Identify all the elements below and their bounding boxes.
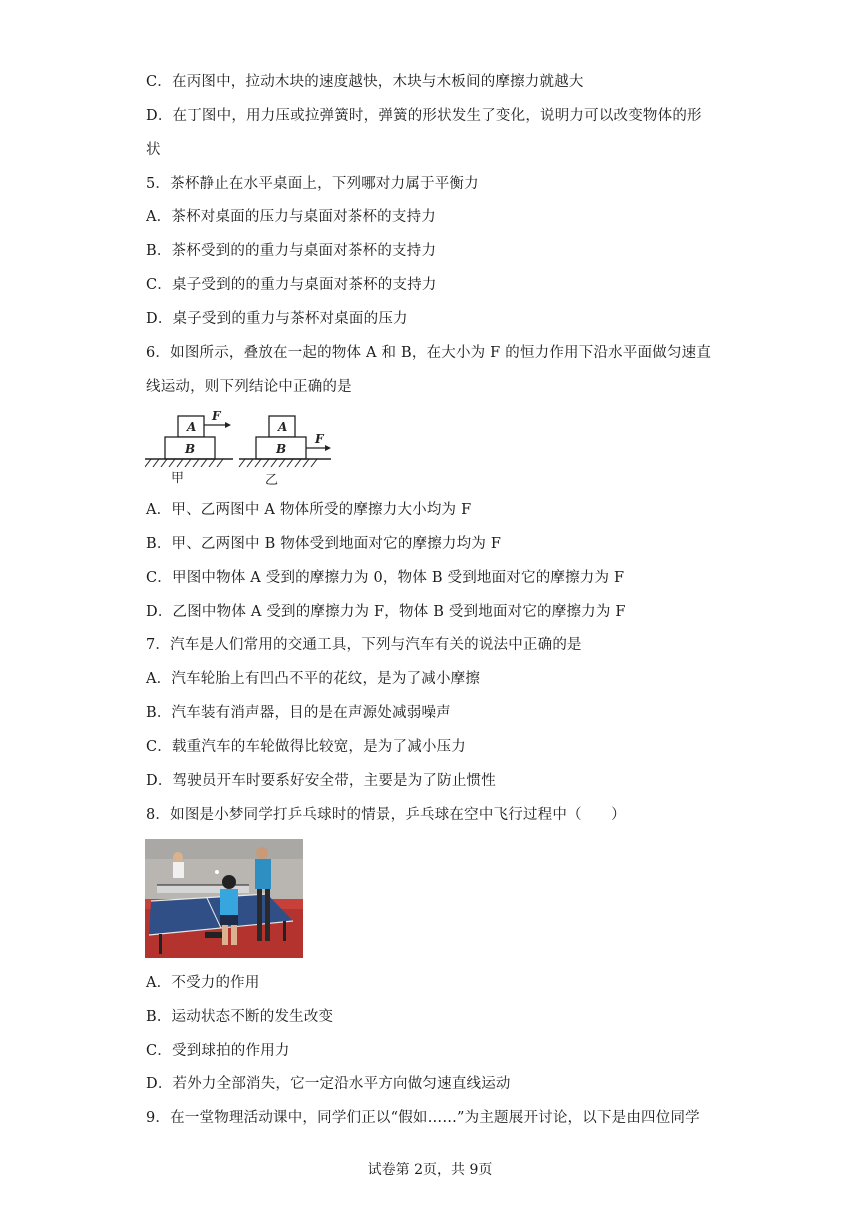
figure-6-diagram (145, 408, 345, 494)
option-5d: D．桌子受到的重力与茶杯对桌面的压力 (146, 311, 408, 327)
caption-yi: 乙 (265, 473, 279, 488)
option-6b: B．甲、乙两图中 B 物体受到地面对它的摩擦力均为 F (146, 536, 502, 552)
question-6-line1: 6．如图所示，叠放在一起的物体 A 和 B，在大小为 F 的恒力作用下沿水平面做匀速直 (146, 345, 712, 361)
caption-jia: 甲 (171, 471, 185, 486)
option-5a: A．茶杯对桌面的压力与桌面对茶杯的支持力 (146, 209, 436, 225)
line-q4d-2: 状 (146, 142, 161, 158)
option-6d: D．乙图中物体 A 受到的摩擦力为 F，物体 B 受到地面对它的摩擦力为 F (146, 604, 626, 620)
question-5: 5．茶杯静止在水平桌面上，下列哪对力属于平衡力 (146, 176, 479, 192)
label-b-yi: B (276, 442, 287, 456)
option-5b: B．茶杯受到的的重力与桌面对茶杯的支持力 (146, 243, 437, 259)
option-6a: A．甲、乙两图中 A 物体所受的摩擦力大小均为 F (146, 502, 472, 518)
label-f-yi: F (315, 432, 324, 446)
option-7b: B．汽车装有消声器，目的是在声源处减弱噪声 (146, 705, 451, 721)
label-f-jia: F (212, 409, 221, 423)
option-6c: C．甲图中物体 A 受到的摩擦力为 0，物体 B 受到地面对它的摩擦力为 F (146, 570, 625, 586)
option-7a: A．汽车轮胎上有凹凸不平的花纹，是为了减小摩擦 (146, 671, 481, 687)
option-7d: D．驾驶员开车时要系好安全带，主要是为了防止惯性 (146, 773, 496, 789)
option-7c: C．载重汽车的车轮做得比较宽，是为了减小压力 (146, 739, 466, 755)
figure-6-svg (145, 408, 345, 490)
question-6-line2: 线运动，则下列结论中正确的是 (146, 379, 352, 395)
label-a-jia: A (187, 420, 197, 434)
table-tennis-photo (145, 839, 303, 958)
label-a-yi: A (278, 420, 288, 434)
label-b-jia: B (185, 442, 196, 456)
line-q4c: C．在丙图中，拉动木块的速度越快，木块与木板间的摩擦力就越大 (146, 74, 584, 90)
page-footer: 试卷第 2页，共 9页 (367, 1162, 493, 1178)
option-8a: A．不受力的作用 (146, 975, 260, 991)
question-9: 9．在一堂物理活动课中，同学们正以“假如……”为主题展开讨论，以下是由四位同学 (146, 1110, 700, 1126)
line-q4d-1: D．在丁图中，用力压或拉弹簧时，弹簧的形状发生了变化，说明力可以改变物体的形 (146, 108, 702, 124)
question-7: 7．汽车是人们常用的交通工具，下列与汽车有关的说法中正确的是 (146, 637, 582, 653)
option-8d: D．若外力全部消失，它一定沿水平方向做匀速直线运动 (146, 1076, 511, 1092)
question-8: 8．如图是小梦同学打乒乓球时的情景，乒乓球在空中飞行过程中（ ） (146, 807, 626, 823)
option-8c: C．受到球拍的作用力 (146, 1043, 290, 1059)
option-8b: B．运动状态不断的发生改变 (146, 1009, 334, 1025)
option-5c: C．桌子受到的的重力与桌面对茶杯的支持力 (146, 277, 437, 293)
